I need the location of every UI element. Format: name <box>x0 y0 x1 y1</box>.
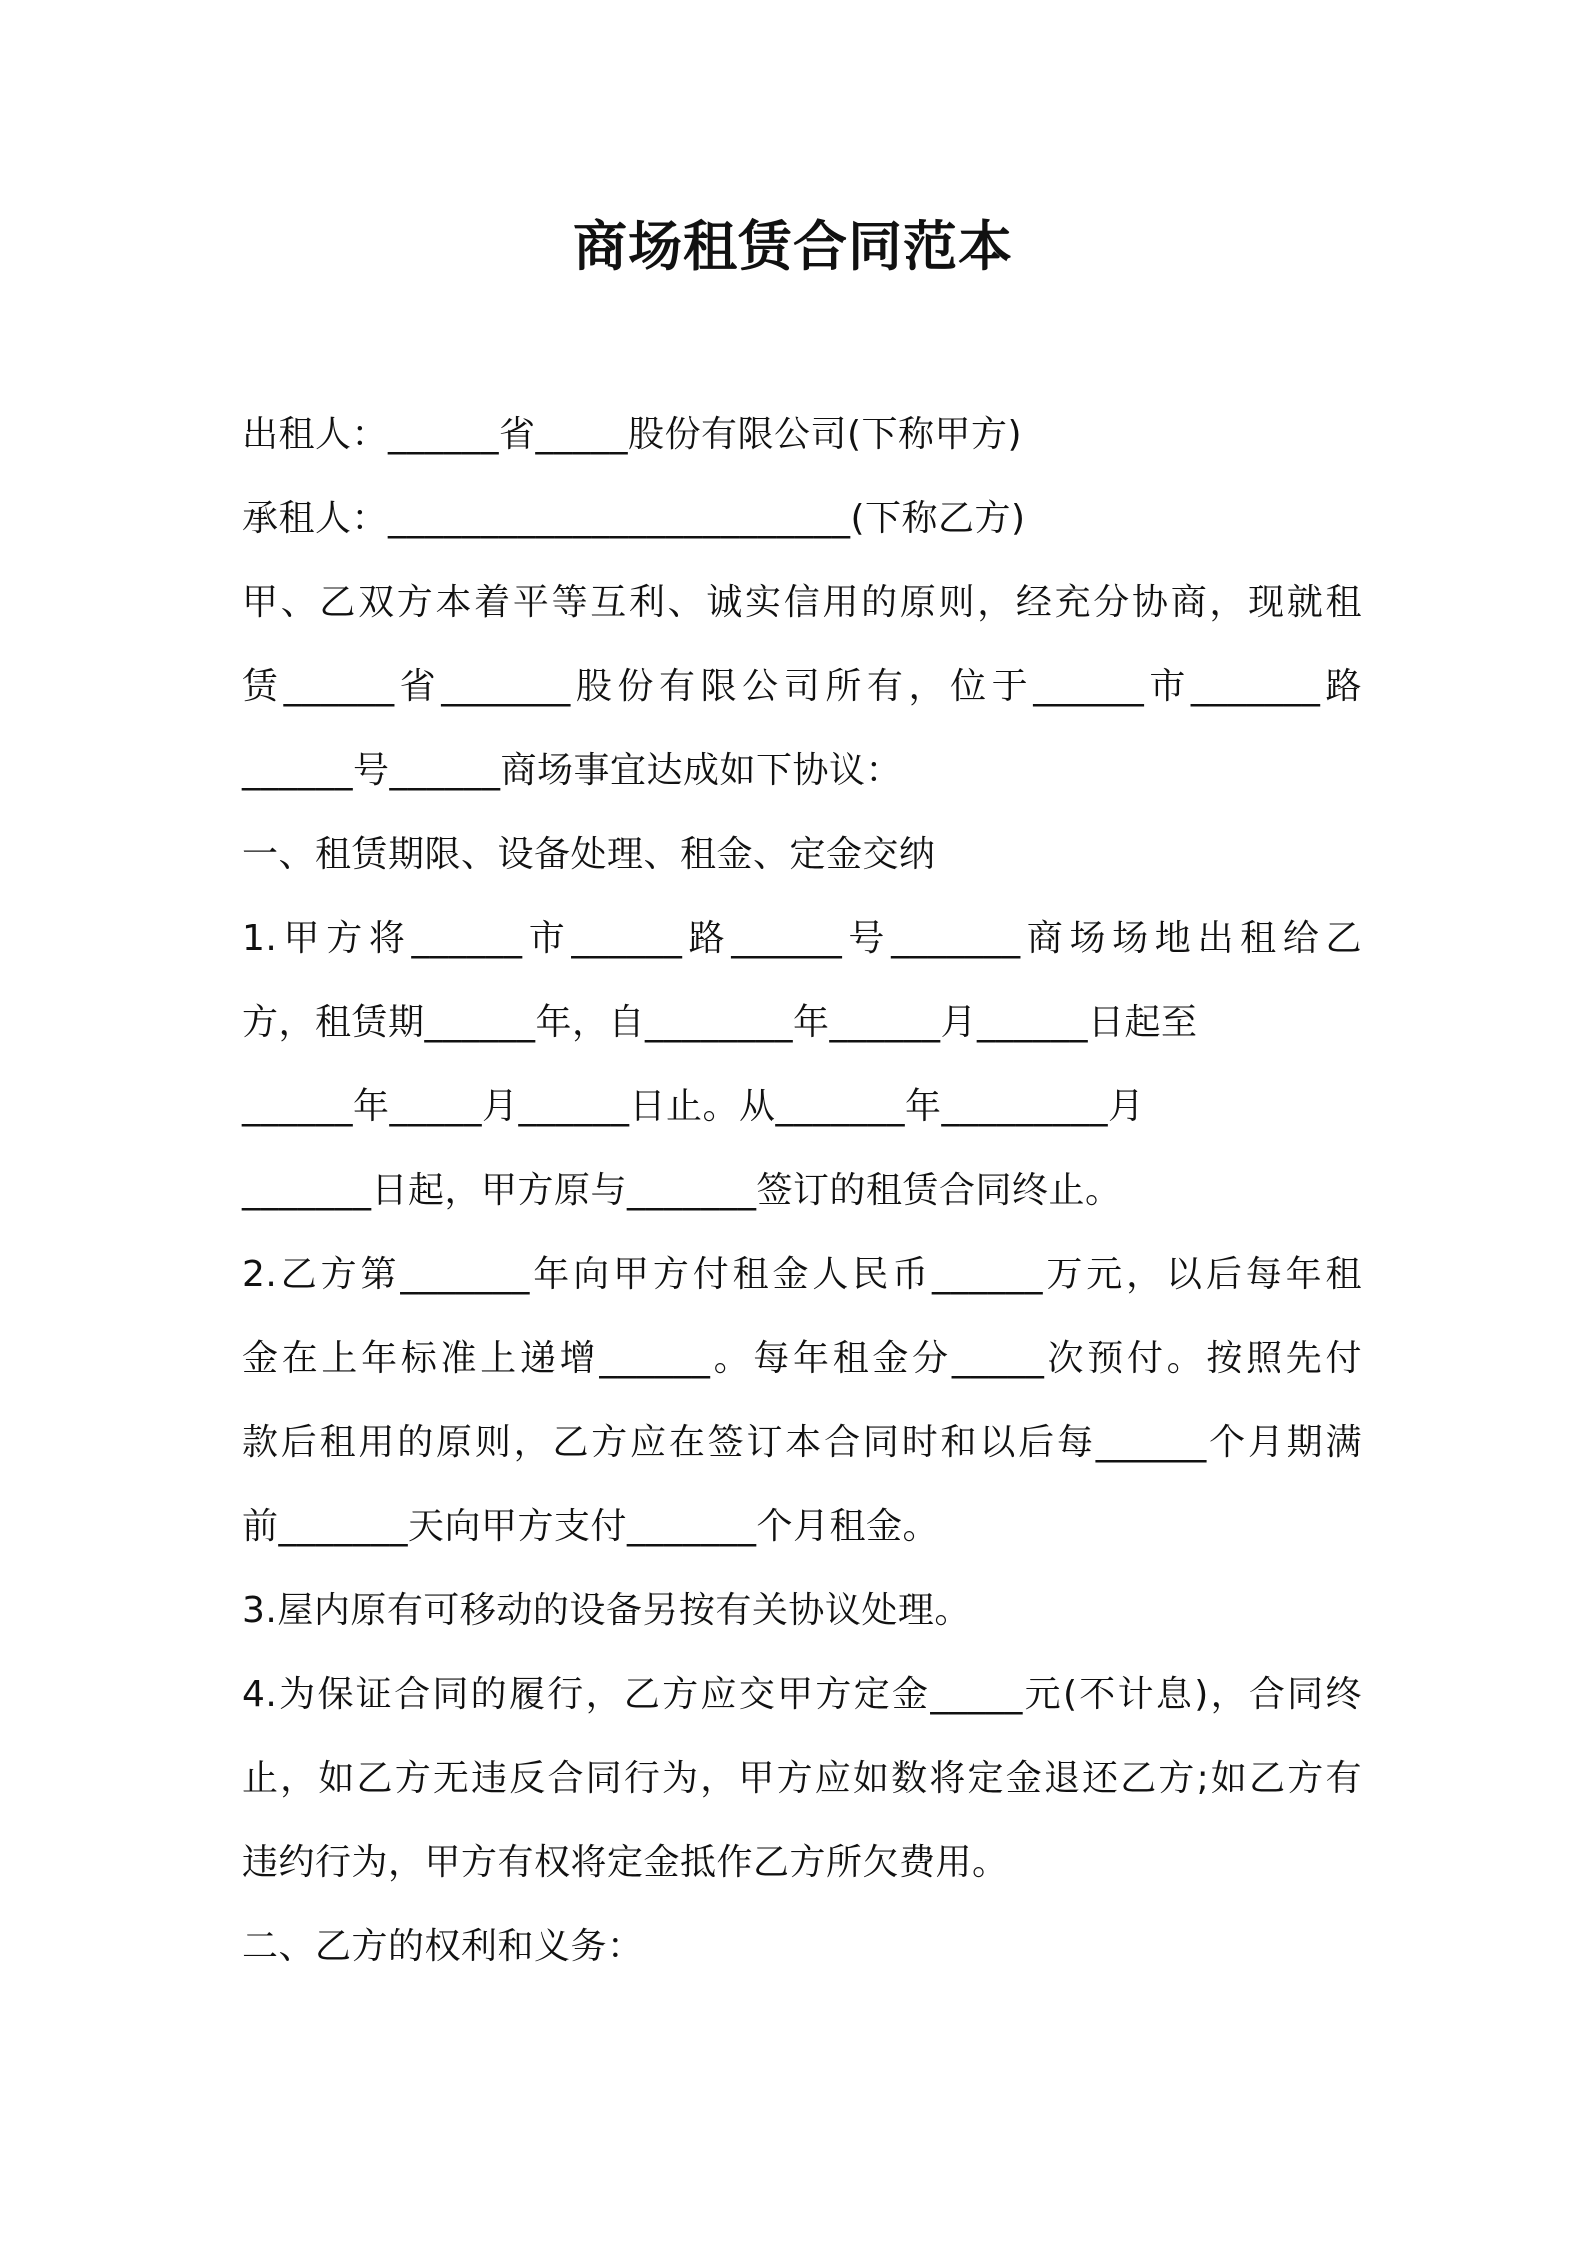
clause-line: 方，租赁期______年，自________年______月______日起至 <box>242 1002 1198 1043</box>
document-title: 商场租赁合同范本 <box>573 215 1013 278</box>
clause-line: 1.甲方将______市______路______号_______商场场地出租给乙 <box>242 918 1362 959</box>
clause-line: 违约行为，甲方有权将定金抵作乙方所欠费用。 <box>242 1842 1009 1883</box>
clause-line: 前_______天向甲方支付_______个月租金。 <box>242 1506 940 1547</box>
clause-line: 款后租用的原则，乙方应在签订本合同时和以后每______个月期满 <box>242 1422 1362 1463</box>
section-heading: 一、租赁期限、设备处理、租金、定金交纳 <box>242 834 936 875</box>
paragraph-line: 甲、乙双方本着平等互利、诚实信用的原则，经充分协商，现就租 <box>242 582 1362 623</box>
paragraph-line: 赁______省_______股份有限公司所有，位于______市_______路 <box>242 666 1362 707</box>
clause-line: 金在上年标准上递增______。每年租金分_____次预付。按照先付 <box>242 1338 1362 1379</box>
section-heading: 二、乙方的权利和义务： <box>242 1926 644 1967</box>
lessee-line: 承租人：_________________________(下称乙方) <box>242 498 1026 539</box>
clause-line: 2.乙方第_______年向甲方付租金人民币______万元，以后每年租 <box>242 1254 1362 1295</box>
clause-line: ______年_____月______日止。从_______年_________月 <box>242 1086 1145 1127</box>
clause-line: 3.屋内原有可移动的设备另按有关协议处理。 <box>242 1590 971 1631</box>
lessor-line: 出租人：______省_____股份有限公司(下称甲方) <box>242 414 1023 455</box>
clause-line: 4.为保证合同的履行，乙方应交甲方定金_____元(不计息)，合同终 <box>242 1674 1362 1715</box>
paragraph-line: ______号______商场事宜达成如下协议： <box>242 750 903 791</box>
clause-line: _______日起，甲方原与_______签订的租赁合同终止。 <box>242 1170 1122 1211</box>
clause-line: 止，如乙方无违反合同行为，甲方应如数将定金退还乙方;如乙方有 <box>242 1758 1362 1799</box>
